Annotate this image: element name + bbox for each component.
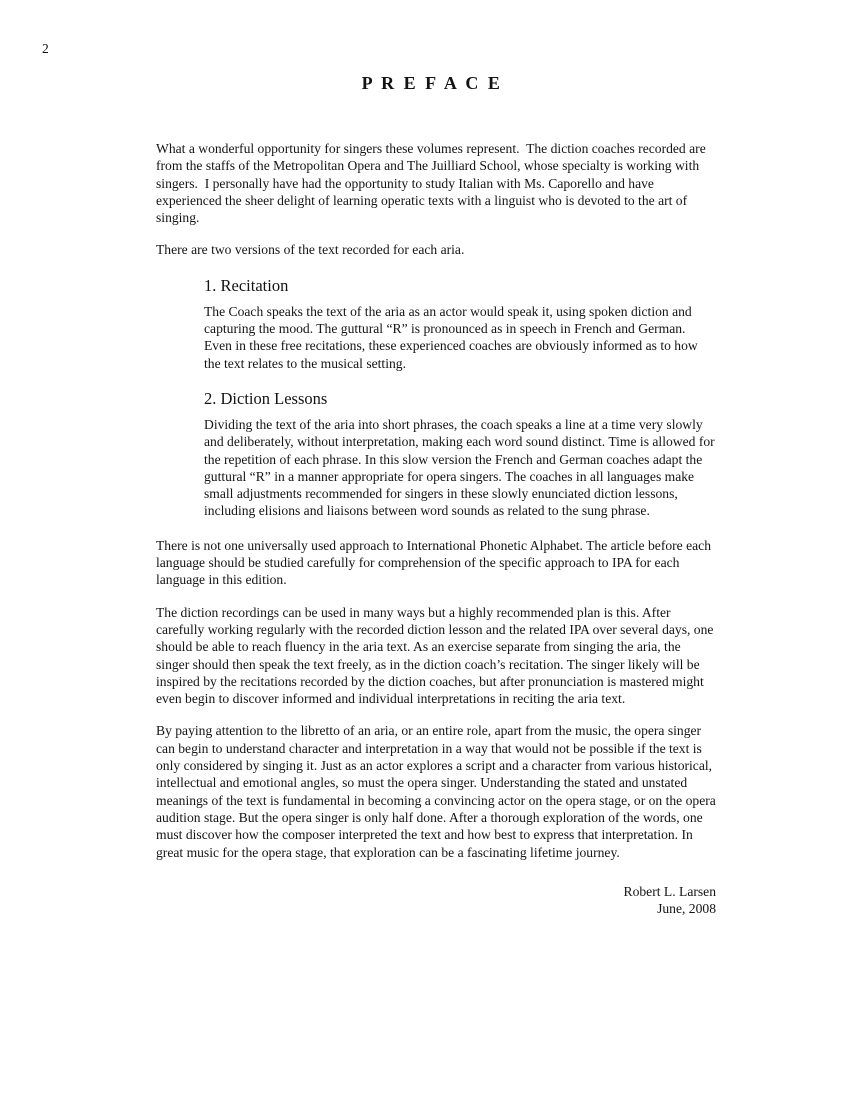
page-title: P R E F A C E bbox=[361, 73, 503, 93]
signature-date: June, 2008 bbox=[657, 901, 716, 917]
paragraph-two-versions: There are two versions of the text recorded for each aria. bbox=[156, 242, 465, 258]
signature-name: Robert L. Larsen bbox=[623, 883, 716, 899]
signature-block bbox=[156, 883, 716, 918]
paragraph-recommended-plan: The diction recordings can be used in many ways but a highly recommended plan is this. After carefully working regularly with the recorded diction lesson and the related IPA over several days, one should be able to reach fluency in the aria text. As an exercise separate from singing the aria, the singer should then speak the text freely, as in the diction coach’s recitation. The singer likely will be inspired by the recitations recorded by the diction coaches, but after pronunciation is mastered might even begin to discover informed and individual interpretations in reciting the aria text. bbox=[156, 604, 717, 707]
section-recitation-heading: 1. Recitation bbox=[204, 275, 289, 295]
section-diction-lessons bbox=[204, 388, 719, 520]
paragraph-ipa: There is not one universally used approach to International Phonetic Alphabet. The article before each language should be studied carefully for comprehension of the specific approach to IPA for each language in this edition. bbox=[156, 537, 715, 588]
page-number: 2 bbox=[42, 41, 49, 56]
section-diction-lessons-heading: 2. Diction Lessons bbox=[204, 388, 328, 408]
body-text bbox=[156, 140, 720, 917]
paragraph-libretto: By paying attention to the libretto of an aria, or an entire role, apart from the music, the opera singer can begin to understand character and interpretation in a way that would not be possible if the text is only considered by singing it. Just as an actor explores a script and a character from various historical, intellectual and emotional angles, so must the opera singer. Understanding the stated and unstated meanings of the text is fundamental in becoming a convincing actor on the opera stage, or on the opera audition stage. But the opera singer is only half done. After a thorough exploration of the words, one must discover how the composer interpreted the text and how best to express that interpretation. In great music for the opera stage, that exploration can be a fascinating lifetime journey. bbox=[156, 723, 720, 860]
paragraph-intro: What a wonderful opportunity for singers these volumes represent. The diction coaches recorded are from the staffs of the Metropolitan Opera and The Juilliard School, whose specialty is working with singers. I personally have had the opportunity to study Italian with Ms. Caporello and have experienced the sheer delight of learning operatic texts with a linguist who is devoted to the art of singing. bbox=[156, 141, 710, 226]
section-diction-lessons-body: Dividing the text of the aria into short phrases, the coach speaks a line at a time very slowly and deliberately, without interpretation, making each word sound distinct. Time is allowed for the repetition of each phrase. In this slow version the French and German coaches adapt the guttural “R” in a manner appropriate for opera singers. The coaches in all languages make small adjustments recommended for singers in these slowly enunciated diction lessons, including elisions and liaisons between word sounds as related to the sung phrase. bbox=[204, 416, 719, 519]
section-recitation-body: The Coach speaks the text of the aria as an actor would speak it, using spoken diction and capturing the mood. The guttural “R” is pronounced as in speech in French and German. Even in these free recitations, these experienced coaches are obviously informed as to how the text relates to the musical setting. bbox=[204, 303, 702, 371]
section-recitation bbox=[204, 276, 716, 372]
